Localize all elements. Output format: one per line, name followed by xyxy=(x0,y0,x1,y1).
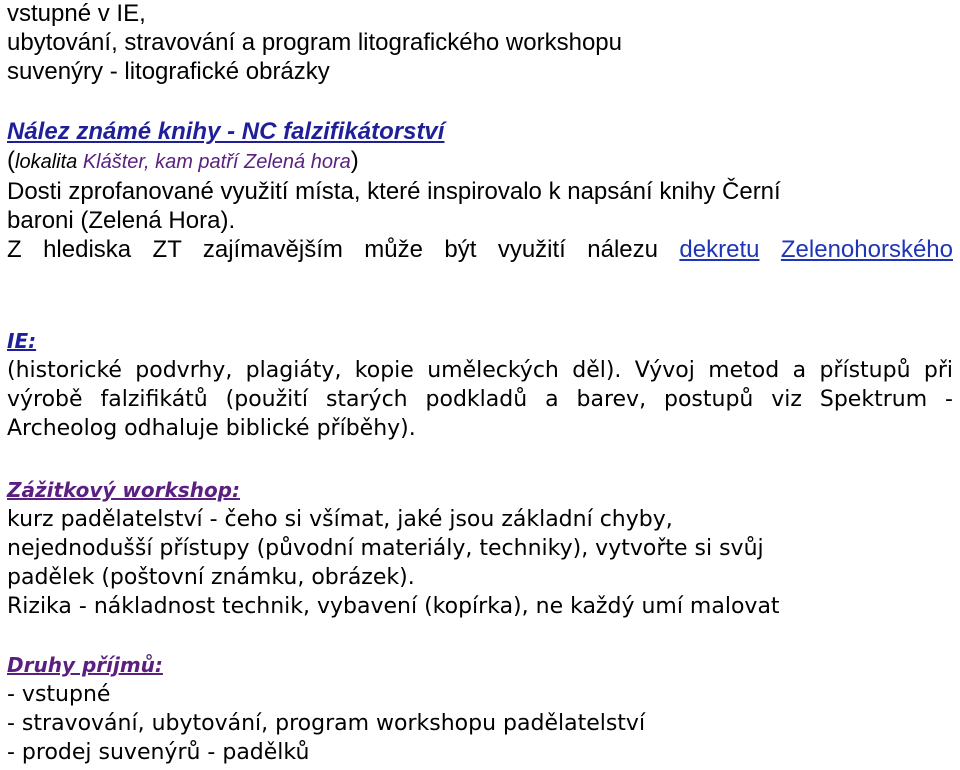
income-item-2: - stravování, ubytování, program workshopu padělatelství xyxy=(7,711,646,736)
income-item-1: - vstupné xyxy=(7,682,111,707)
dekret-link-word-2[interactable]: Zelenohorského xyxy=(780,236,954,263)
workshop-section-title: Zážitkový workshop: xyxy=(7,478,240,502)
workshop-line-2: nejednodušší přístupy (původní materiály, techniky), vytvořte si svůj xyxy=(7,536,764,561)
zt-text: Z hlediska ZT zajímavějším může být využití nálezu xyxy=(7,236,658,263)
paren-open: ( xyxy=(7,147,15,174)
locality-line xyxy=(7,146,953,177)
ie-section-title: IE: xyxy=(7,329,37,353)
intro-line-2: ubytování, stravování a program litografického workshopu xyxy=(7,29,622,56)
zt-paragraph xyxy=(7,235,953,264)
find-desc-line-1: Dosti zprofanované využití místa, které inspirovalo k napsání knihy Černí xyxy=(7,178,781,205)
locality-label: lokalita xyxy=(15,151,83,173)
dekret-link-word-1[interactable]: dekretu xyxy=(679,236,760,263)
locality-name: Klášter, kam patří Zelená hora xyxy=(82,151,351,173)
income-section-title: Druhy příjmů: xyxy=(7,653,163,677)
ie-paragraph: (historické podvrhy, plagiáty, kopie uměleckých děl). Vývoj metod a přístupů při výrobě falzifikátů (použití starých podkladů a barev, postupů viz Spektrum - Archeolog odhaluje biblické příběhy). xyxy=(7,358,953,441)
paren-close: ) xyxy=(350,147,359,174)
find-desc-line-2: baroni (Zelená Hora). xyxy=(7,207,236,234)
find-section xyxy=(7,117,953,264)
income-item-3: - prodej suvenýrů - padělků xyxy=(7,740,310,765)
income-section xyxy=(7,651,953,767)
workshop-section xyxy=(7,476,953,621)
workshop-line-3: padělek (poštovní známku, obrázek). xyxy=(7,565,415,590)
find-section-title: Nález známé knihy - NC falzifikátorství xyxy=(7,118,445,145)
intro-line-1: vstupné v IE, xyxy=(7,0,146,27)
workshop-risk-line: Rizika - nákladnost technik, vybavení (kopírka), ne každý umí malovat xyxy=(7,594,780,619)
ie-section xyxy=(7,327,953,443)
intro-line-3: suvenýry - litografické obrázky xyxy=(7,58,330,85)
intro-block xyxy=(7,0,953,86)
workshop-line-1: kurz padělatelství - čeho si všímat, jaké jsou základní chyby, xyxy=(7,507,673,532)
